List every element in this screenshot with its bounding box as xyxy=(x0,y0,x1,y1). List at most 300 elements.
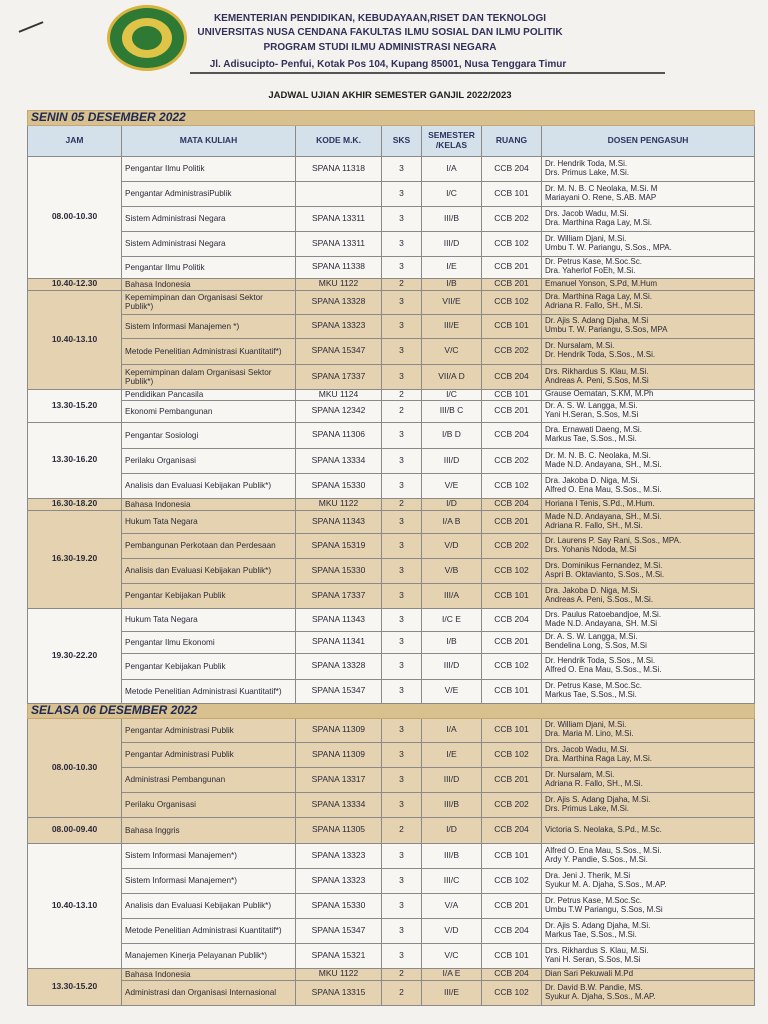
room: CCB 101 xyxy=(482,679,542,703)
course-code: SPANA 15330 xyxy=(296,558,382,583)
day-row xyxy=(28,703,755,718)
lecturers xyxy=(542,893,755,918)
header-divider xyxy=(190,72,665,74)
lecturer-name: Drs. Rikhardus S. Klau, M.Si. xyxy=(545,366,649,376)
course-name: Pengantar Sosiologi xyxy=(122,422,296,448)
room: CCB 202 xyxy=(482,206,542,231)
course-code: SPANA 15330 xyxy=(296,893,382,918)
col-header-kode: KODE M.K. xyxy=(296,125,382,156)
university-faculty-name: UNIVERSITAS NUSA CENDANA FAKULTAS ILMU SOSIAL DAN ILMU POLITIK xyxy=(197,27,563,38)
credits: 3 xyxy=(382,206,422,231)
credits: 3 xyxy=(382,767,422,792)
time-slot: 16.30-19.20 xyxy=(28,510,122,608)
room: CCB 201 xyxy=(482,278,542,290)
semester-class: V/E xyxy=(422,473,482,498)
room: CCB 204 xyxy=(482,498,542,510)
lecturer-name: Drs. Primus Lake, M.Si. xyxy=(545,167,630,177)
course-name: Kepemimpinan dalam Organisasi Sektor Publik*) xyxy=(122,364,296,389)
lecturers xyxy=(542,718,755,742)
credits: 3 xyxy=(382,422,422,448)
lecturer-name: Alfred O. Ena Mau, S.Sos., M.Si. xyxy=(545,665,662,675)
lecturer-name: Umbu T.W Pariangu, S.Sos, M.Si xyxy=(545,904,663,914)
lecturers xyxy=(542,231,755,256)
course-code: SPANA 11338 xyxy=(296,256,382,278)
day-label: SELASA 06 DESEMBER 2022 xyxy=(28,703,755,718)
table-row xyxy=(28,400,755,422)
lecturer-name: Yani H.Seran, S.Sos, M.Si xyxy=(545,410,639,420)
credits: 3 xyxy=(382,583,422,608)
course-code: SPANA 17337 xyxy=(296,583,382,608)
lecturers xyxy=(542,206,755,231)
course-name: Metode Penelitian Administrasi Kuantitatif*) xyxy=(122,338,296,364)
lecturer-name: Dra. Jeni J. Therik, M.Si xyxy=(545,870,631,880)
table-row xyxy=(28,742,755,767)
lecturer-name: Drs. Jacob Wadu, M.Si. xyxy=(545,744,629,754)
lecturer-name: Dr. Petrus Kase, M.Soc.Sc. xyxy=(545,681,642,691)
lecturer-name: Dr. M. N. B. C Neolaka, M.Si. M xyxy=(545,183,658,193)
time-slot: 10.40-13.10 xyxy=(28,843,122,968)
lecturers xyxy=(542,290,755,314)
credits: 2 xyxy=(382,389,422,400)
lecturers xyxy=(542,473,755,498)
semester-class: III/A xyxy=(422,583,482,608)
course-name: Hukum Tata Negara xyxy=(122,608,296,631)
lecturer-name: Dr. William Djani, M.Si. xyxy=(545,233,627,243)
room: CCB 101 xyxy=(482,718,542,742)
lecturers xyxy=(542,742,755,767)
lecturer-name: Dr. Ajis S. Adang Djaha, M.Si. xyxy=(545,920,651,930)
course-name: Pengantar Ilmu Politik xyxy=(122,256,296,278)
course-name: Pembangunan Perkotaan dan Perdesaan xyxy=(122,533,296,558)
lecturers xyxy=(542,422,755,448)
lecturer-name: Alfred O. Ena Mau, S.Sos., M.Si. xyxy=(545,845,662,855)
room: CCB 101 xyxy=(482,583,542,608)
lecturer-name: Horiana I Tenis, S.Pd., M.Hum. xyxy=(545,498,655,508)
semester-class: III/D xyxy=(422,448,482,473)
lecturers xyxy=(542,400,755,422)
room: CCB 102 xyxy=(482,868,542,893)
semester-class: III/B xyxy=(422,792,482,817)
credits: 3 xyxy=(382,338,422,364)
course-name: Kepemimpinan dan Organisasi Sektor Publik*) xyxy=(122,290,296,314)
table-row xyxy=(28,181,755,206)
course-name: Administrasi Pembangunan xyxy=(122,767,296,792)
course-code: SPANA 11309 xyxy=(296,718,382,742)
course-name: Perilaku Organisasi xyxy=(122,792,296,817)
table-row xyxy=(28,767,755,792)
lecturer-name: Dr. Laurens P. Say Rani, S.Sos., MPA. xyxy=(545,535,682,545)
credits: 3 xyxy=(382,792,422,817)
credits: 3 xyxy=(382,608,422,631)
table-row xyxy=(28,817,755,843)
semester-class: I/C xyxy=(422,181,482,206)
credits: 3 xyxy=(382,631,422,653)
semester-class: III/D xyxy=(422,767,482,792)
room: CCB 204 xyxy=(482,817,542,843)
credits: 3 xyxy=(382,314,422,338)
room: CCB 202 xyxy=(482,792,542,817)
credits: 3 xyxy=(382,679,422,703)
lecturers xyxy=(542,767,755,792)
semester-class: V/C xyxy=(422,943,482,968)
credits: 2 xyxy=(382,817,422,843)
course-code: SPANA 11306 xyxy=(296,422,382,448)
table-row xyxy=(28,893,755,918)
course-name: Sistem Informasi Manajemen *) xyxy=(122,314,296,338)
course-name: Pendidikan Pancasila xyxy=(122,389,296,400)
col-header-sks: SKS xyxy=(382,125,422,156)
table-row xyxy=(28,278,755,290)
lecturer-name: Ardy Y. Pandie, S.Sos., M.Si. xyxy=(545,854,648,864)
semester-class: I/D xyxy=(422,817,482,843)
lecturer-name: Made N.D. Andayana, SH., M.Si. xyxy=(545,511,662,521)
credits: 2 xyxy=(382,400,422,422)
room: CCB 201 xyxy=(482,400,542,422)
semester-class: V/B xyxy=(422,558,482,583)
course-code: MKU 1122 xyxy=(296,498,382,510)
credits: 2 xyxy=(382,968,422,980)
table-row xyxy=(28,533,755,558)
lecturer-name: Adriana R. Fallo, SH., M.Si. xyxy=(545,520,643,530)
room: CCB 102 xyxy=(482,231,542,256)
lecturer-name: Andreas A. Peni, S.Sos., M.Si. xyxy=(545,594,654,604)
course-code: SPANA 11343 xyxy=(296,510,382,533)
lecturers xyxy=(542,256,755,278)
semester-class: I/A B xyxy=(422,510,482,533)
table-row xyxy=(28,510,755,533)
lecturer-name: Grause Oematan, S.KM, M.Ph xyxy=(545,389,654,399)
credits: 3 xyxy=(382,558,422,583)
course-code xyxy=(296,181,382,206)
table-row xyxy=(28,583,755,608)
room: CCB 101 xyxy=(482,843,542,868)
semester-class: III/C xyxy=(422,868,482,893)
room: CCB 204 xyxy=(482,968,542,980)
course-name: Sistem Informasi Manajemen*) xyxy=(122,843,296,868)
table-row xyxy=(28,943,755,968)
lecturer-name: Drs. Primus Lake, M.Si. xyxy=(545,803,630,813)
credits: 3 xyxy=(382,868,422,893)
lecturer-name: Emanuel Yonson, S.Pd, M.Hum xyxy=(545,278,658,288)
semester-class: V/D xyxy=(422,918,482,943)
course-name: Analisis dan Evaluasi Kebijakan Publik*) xyxy=(122,558,296,583)
credits: 3 xyxy=(382,448,422,473)
credits: 3 xyxy=(382,510,422,533)
credits: 3 xyxy=(382,231,422,256)
column-header-row xyxy=(28,125,755,156)
room: CCB 204 xyxy=(482,918,542,943)
credits: 2 xyxy=(382,498,422,510)
course-code: SPANA 13334 xyxy=(296,448,382,473)
semester-class: III/B xyxy=(422,206,482,231)
course-code: SPANA 11305 xyxy=(296,817,382,843)
lecturer-name: Andreas A. Peni, S.Sos, M.Si xyxy=(545,375,649,385)
course-name: Metode Penelitian Administrasi Kuantitatif*) xyxy=(122,679,296,703)
course-name: Perilaku Organisasi xyxy=(122,448,296,473)
credits: 2 xyxy=(382,278,422,290)
semester-class: III/D xyxy=(422,231,482,256)
lecturer-name: Markus Tae, S.Sos., M.Si. xyxy=(545,929,637,939)
semester-class: I/A xyxy=(422,718,482,742)
lecturers xyxy=(542,533,755,558)
lecturers xyxy=(542,792,755,817)
course-name: Pengantar AdministrasiPublik xyxy=(122,181,296,206)
semester-class: III/E xyxy=(422,980,482,1005)
lecturer-name: Dr. Nursalam, M.Si. xyxy=(545,769,615,779)
course-name: Bahasa Indonesia xyxy=(122,498,296,510)
course-code: SPANA 13311 xyxy=(296,231,382,256)
pen-mark xyxy=(19,21,44,33)
time-slot: 08.00-10.30 xyxy=(28,718,122,817)
credits: 3 xyxy=(382,181,422,206)
table-row xyxy=(28,256,755,278)
time-slot: 16.30-18.20 xyxy=(28,498,122,510)
course-name: Bahasa Inggris xyxy=(122,817,296,843)
room: CCB 202 xyxy=(482,533,542,558)
room: CCB 202 xyxy=(482,448,542,473)
course-name: Pengantar Kebijakan Publik xyxy=(122,583,296,608)
course-name: Sistem Informasi Manajemen*) xyxy=(122,868,296,893)
lecturers xyxy=(542,868,755,893)
table-row xyxy=(28,156,755,181)
table-row xyxy=(28,364,755,389)
lecturer-name: Dr. William Djani, M.Si. xyxy=(545,720,627,730)
course-code: SPANA 13323 xyxy=(296,843,382,868)
lecturers xyxy=(542,980,755,1005)
lecturers xyxy=(542,314,755,338)
lecturer-name: Drs. Dominikus Fernandez, M.Si. xyxy=(545,560,663,570)
lecturers xyxy=(542,181,755,206)
address-line: Jl. Adisucipto- Penfui, Kotak Pos 104, Kupang 85001, Nusa Tenggara Timur xyxy=(209,59,567,70)
lecturers xyxy=(542,817,755,843)
course-code: SPANA 13328 xyxy=(296,653,382,679)
semester-class: VII/E xyxy=(422,290,482,314)
lecturer-name: Adriana R. Fallo, SH., M.Si. xyxy=(545,301,643,311)
room: CCB 101 xyxy=(482,943,542,968)
semester-class: V/A xyxy=(422,893,482,918)
lecturer-name: Dr. M. N. B. C. Neolaka, M.Si. xyxy=(545,450,651,460)
lecturer-name: Syukur M. A. Djaha, S.Sos., M.AP. xyxy=(545,879,667,889)
room: CCB 102 xyxy=(482,473,542,498)
course-name: Administrasi dan Organisasi Internasional xyxy=(122,980,296,1005)
lecturer-name: Umbu T. W. Pariangu, S.Sos., MPA. xyxy=(545,242,672,252)
lecturers xyxy=(542,608,755,631)
lecturer-name: Dr. Nursalam, M.Si. xyxy=(545,341,615,351)
table-row xyxy=(28,314,755,338)
semester-class: III/B C xyxy=(422,400,482,422)
time-slot: 10.40-12.30 xyxy=(28,278,122,290)
semester-class: V/E xyxy=(422,679,482,703)
lecturer-name: Dra. Marthina Raga Lay, M.Si. xyxy=(545,217,653,227)
table-row xyxy=(28,968,755,980)
room: CCB 102 xyxy=(482,980,542,1005)
course-code: SPANA 12342 xyxy=(296,400,382,422)
room: CCB 204 xyxy=(482,156,542,181)
course-code: SPANA 15330 xyxy=(296,473,382,498)
table-row xyxy=(28,231,755,256)
course-code: SPANA 13315 xyxy=(296,980,382,1005)
lecturer-name: Dra. Maria M. Lino, M.Si. xyxy=(545,729,634,739)
lecturer-name: Made N.D. Andayana, SH. M.Si xyxy=(545,618,658,628)
lecturer-name: Dra. Jakoba D. Niga, M.Si. xyxy=(545,585,640,595)
credits: 3 xyxy=(382,943,422,968)
lecturers xyxy=(542,679,755,703)
lecturer-name: Dra. Ernawati Daeng, M.Si. xyxy=(545,425,642,435)
course-name: Bahasa Indonesia xyxy=(122,968,296,980)
room: CCB 102 xyxy=(482,290,542,314)
course-code: SPANA 13317 xyxy=(296,767,382,792)
lecturers xyxy=(542,364,755,389)
table-row xyxy=(28,338,755,364)
table-row xyxy=(28,679,755,703)
col-header-mata-kuliah: MATA KULIAH xyxy=(122,125,296,156)
time-slot: 08.00-09.40 xyxy=(28,817,122,843)
table-row xyxy=(28,868,755,893)
lecturers xyxy=(542,631,755,653)
lecturer-name: Drs. Jacob Wadu, M.Si. xyxy=(545,208,629,218)
semester-class: III/D xyxy=(422,653,482,679)
col-header-semester-kelas: SEMESTER /KELAS xyxy=(422,125,482,156)
lecturer-name: Umbu T. W. Pariangu, S.Sos, MPA xyxy=(545,325,668,335)
course-code: SPANA 15321 xyxy=(296,943,382,968)
semester-class: III/B xyxy=(422,843,482,868)
lecturer-name: Dr. Hendrik Toda, S.Sos., M.Si. xyxy=(545,656,656,666)
semester-class: I/E xyxy=(422,742,482,767)
credits: 3 xyxy=(382,893,422,918)
semester-class: VII/A D xyxy=(422,364,482,389)
lecturer-name: Made N.D. Andayana, SH., M.Si. xyxy=(545,459,662,469)
credits: 3 xyxy=(382,653,422,679)
table-row xyxy=(28,980,755,1005)
ministry-name: KEMENTERIAN PENDIDIKAN, KEBUDAYAAN,RISET DAN TEKNOLOGI xyxy=(213,13,547,24)
table-row xyxy=(28,718,755,742)
course-code: MKU 1122 xyxy=(296,278,382,290)
course-name: Pengantar Ilmu Politik xyxy=(122,156,296,181)
semester-class: I/B xyxy=(422,631,482,653)
semester-class: I/A xyxy=(422,156,482,181)
course-name: Sistem Administrasi Negara xyxy=(122,231,296,256)
lecturer-name: Dr. Petrus Kase, M.Soc.Sc. xyxy=(545,895,642,905)
table-row xyxy=(28,290,755,314)
credits: 3 xyxy=(382,364,422,389)
col-header-jam: JAM xyxy=(28,125,122,156)
table-row xyxy=(28,631,755,653)
course-name: Bahasa Indonesia xyxy=(122,278,296,290)
lecturer-name: Dr. Petrus Kase, M.Soc.Sc. xyxy=(545,257,642,267)
room: CCB 102 xyxy=(482,653,542,679)
room: CCB 204 xyxy=(482,422,542,448)
semester-class: I/E xyxy=(422,256,482,278)
table-row xyxy=(28,558,755,583)
course-code: SPANA 11318 xyxy=(296,156,382,181)
lecturer-name: Drs. Paulus Ratoebandjoe, M.Si. xyxy=(545,609,662,619)
lecturer-name: Drs. Rikhardus S. Klau, M.Si. xyxy=(545,945,649,955)
course-name: Analisis dan Evaluasi Kebijakan Publik*) xyxy=(122,893,296,918)
room: CCB 201 xyxy=(482,510,542,533)
table-row xyxy=(28,843,755,868)
lecturer-name: Dr. Ajis S. Adang Djaha, M.Si. xyxy=(545,794,651,804)
credits: 3 xyxy=(382,718,422,742)
lecturers xyxy=(542,338,755,364)
university-logo xyxy=(107,5,187,71)
room: CCB 204 xyxy=(482,608,542,631)
course-code: SPANA 13328 xyxy=(296,290,382,314)
course-code: MKU 1122 xyxy=(296,968,382,980)
lecturer-name: Syukur A. Djaha, S.Sos., M.AP. xyxy=(545,991,656,1001)
course-code: MKU 1124 xyxy=(296,389,382,400)
lecturers xyxy=(542,156,755,181)
credits: 3 xyxy=(382,290,422,314)
room: CCB 204 xyxy=(482,364,542,389)
course-name: Manajemen Kinerja Pelayanan Publik*) xyxy=(122,943,296,968)
room: CCB 201 xyxy=(482,631,542,653)
lecturers xyxy=(542,278,755,290)
time-slot: 13.30-16.20 xyxy=(28,422,122,498)
course-code: SPANA 15347 xyxy=(296,679,382,703)
col-header-dosen: DOSEN PENGASUH xyxy=(542,125,755,156)
semester-class: I/C xyxy=(422,389,482,400)
time-slot: 13.30-15.20 xyxy=(28,968,122,1005)
credits: 3 xyxy=(382,473,422,498)
course-code: SPANA 13323 xyxy=(296,868,382,893)
course-name: Sistem Administrasi Negara xyxy=(122,206,296,231)
room: CCB 102 xyxy=(482,558,542,583)
lecturer-name: Dr. Hendrik Toda, S.Sos., M.Si. xyxy=(545,350,656,360)
lecturer-name: Dian Sari Pekuwali M.Pd xyxy=(545,968,634,978)
semester-class: I/B xyxy=(422,278,482,290)
credits: 3 xyxy=(382,742,422,767)
time-slot: 13.30-15.20 xyxy=(28,389,122,422)
document-title: JADWAL UJIAN AKHIR SEMESTER GANJIL 2022/2023 xyxy=(268,90,512,101)
lecturer-name: Dr. Hendrik Toda, M.Si. xyxy=(545,158,628,168)
lecturer-name: Dr. David B.W. Pandie, MS. xyxy=(545,982,643,992)
table-row xyxy=(28,389,755,400)
semester-class: I/B D xyxy=(422,422,482,448)
lecturer-name: Markus Tae, S.Sos., M.Si. xyxy=(545,434,637,444)
semester-class: I/D xyxy=(422,498,482,510)
lecturer-name: Aspri B. Oktavianto, S.Sos., M.Si. xyxy=(545,569,665,579)
course-code: SPANA 15347 xyxy=(296,338,382,364)
semester-class: I/A E xyxy=(422,968,482,980)
course-code: SPANA 13323 xyxy=(296,314,382,338)
lecturer-name: Dra. Marthina Raga Lay, M.Si. xyxy=(545,753,653,763)
lecturers xyxy=(542,498,755,510)
lecturer-name: Bendelina Long, S.Sos, M.Si xyxy=(545,641,647,651)
room: CCB 201 xyxy=(482,893,542,918)
time-slot: 08.00-10.30 xyxy=(28,156,122,278)
lecturer-name: Dra. Marthina Raga Lay, M.Si. xyxy=(545,292,653,302)
course-code: SPANA 11309 xyxy=(296,742,382,767)
course-name: Pengantar Kebijakan Publik xyxy=(122,653,296,679)
credits: 3 xyxy=(382,156,422,181)
lecturers xyxy=(542,968,755,980)
credits: 3 xyxy=(382,533,422,558)
table-row xyxy=(28,653,755,679)
time-slot: 19.30-22.20 xyxy=(28,608,122,703)
credits: 3 xyxy=(382,843,422,868)
room: CCB 102 xyxy=(482,742,542,767)
room: CCB 101 xyxy=(482,314,542,338)
lecturers xyxy=(542,918,755,943)
course-code: SPANA 17337 xyxy=(296,364,382,389)
room: CCB 101 xyxy=(482,181,542,206)
room: CCB 202 xyxy=(482,338,542,364)
day-row xyxy=(28,111,755,126)
lecturer-name: Markus Tae, S.Sos., M.Si. xyxy=(545,690,637,700)
semester-class: V/D xyxy=(422,533,482,558)
lecturer-name: Mariayani O. Rene, S.AB. MAP xyxy=(545,192,657,202)
lecturers xyxy=(542,510,755,533)
